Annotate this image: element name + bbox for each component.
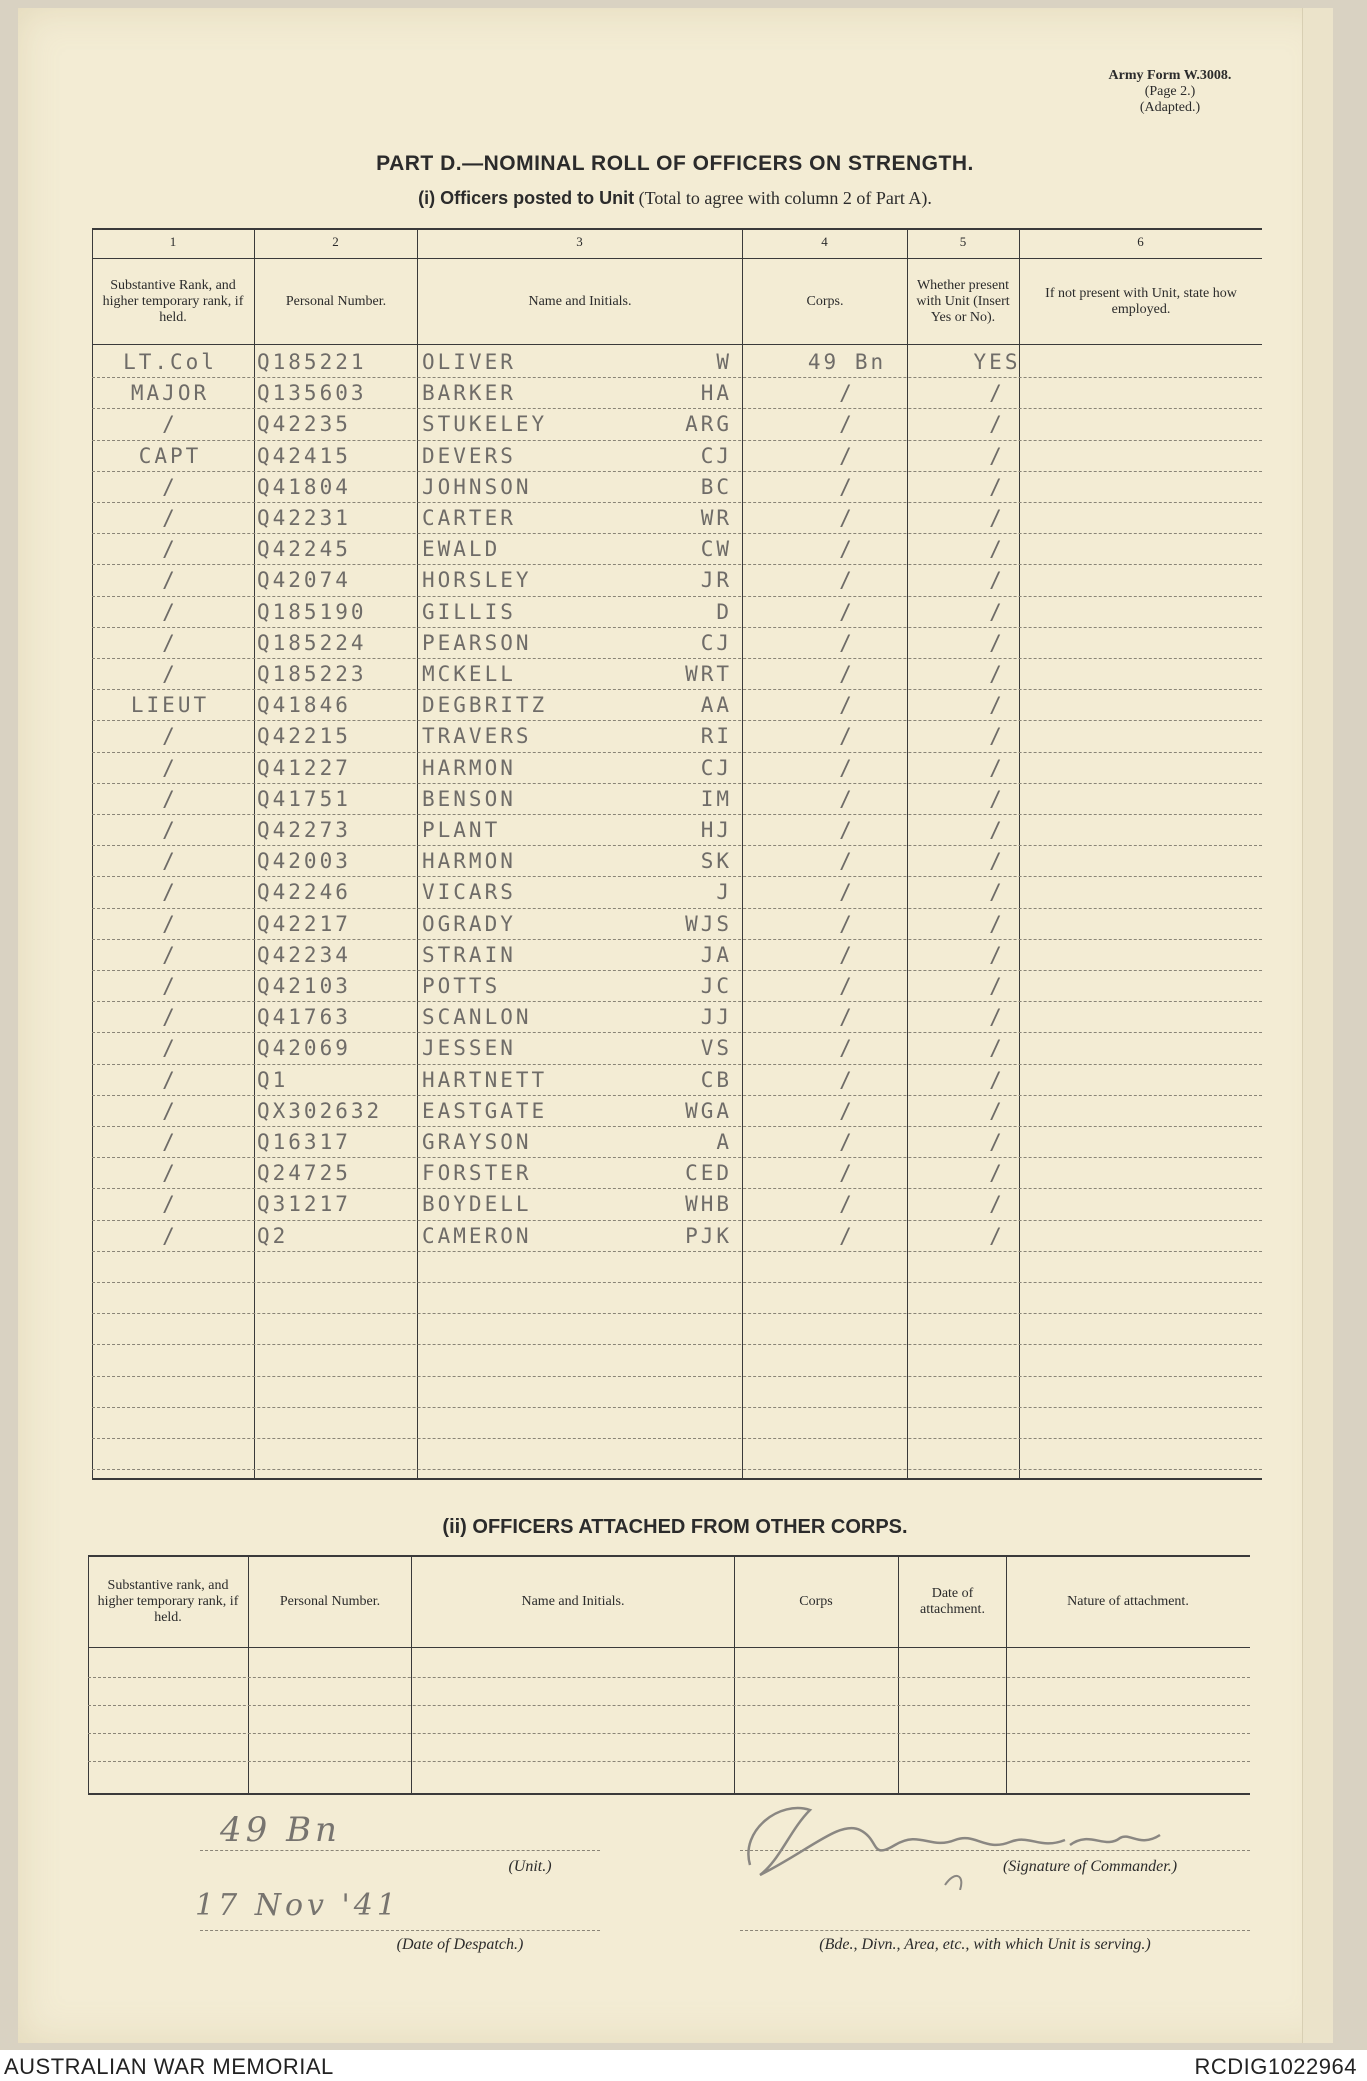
present-cell: / [989, 1067, 1005, 1092]
initials-cell: VS [700, 1036, 732, 1061]
col-number-3: 3 [576, 234, 583, 249]
t2-header-corps: Corps [799, 1594, 833, 1609]
table-row [92, 566, 1262, 597]
personal-number-cell: Q2 [257, 1223, 289, 1248]
rank-cell: / [162, 412, 178, 437]
rank-cell: / [162, 1223, 178, 1248]
corps-cell: / [839, 911, 855, 936]
personal-number-cell: Q42231 [257, 506, 351, 530]
table-row [92, 1159, 1262, 1190]
name-cell: GILLIS [422, 599, 516, 624]
name-cell: MCKELL [422, 662, 516, 686]
subheading-rest: (Total to agree with column 2 of Part A). [638, 188, 932, 208]
rank-cell: / [162, 1067, 178, 1092]
corps-cell: / [839, 1005, 855, 1030]
part-d-subheading [100, 188, 1250, 209]
t2-col-divider-2 [411, 1555, 412, 1793]
initials-cell: CW [700, 537, 732, 562]
rank-cell: / [162, 474, 178, 499]
present-cell: / [989, 506, 1005, 530]
personal-number-cell: Q42235 [257, 412, 351, 437]
corps-cell: 49 Bn [807, 350, 887, 374]
present-cell: / [989, 568, 1005, 593]
table-row [92, 629, 1262, 660]
table-row [92, 1128, 1262, 1159]
corps-cell: / [839, 1130, 855, 1154]
table-row [92, 878, 1262, 909]
row-rule [92, 1438, 1262, 1439]
t2-col-divider-5 [1006, 1555, 1007, 1793]
initials-cell: ARG [685, 412, 732, 437]
present-cell: / [989, 443, 1005, 468]
date-label: (Date of Despatch.) [396, 1936, 524, 1953]
table-row [92, 1066, 1262, 1097]
name-cell: OLIVER [422, 350, 516, 374]
table-row [92, 847, 1262, 878]
table-row [92, 410, 1262, 441]
corps-cell: / [839, 506, 855, 530]
t2-header-personal-number: Personal Number. [279, 1594, 381, 1609]
rank-cell: LIEUT [130, 693, 210, 718]
present-cell: / [989, 911, 1005, 936]
header-name: Name and Initials. [528, 294, 632, 309]
table-row [92, 598, 1262, 629]
corps-cell: / [839, 537, 855, 562]
row-rule [92, 1376, 1262, 1377]
rank-cell: / [162, 942, 178, 967]
name-cell: STRAIN [422, 942, 516, 967]
name-cell: JESSEN [422, 1036, 516, 1061]
table-row [92, 754, 1262, 785]
present-cell: / [989, 474, 1005, 499]
personal-number-cell: Q41751 [257, 786, 351, 811]
col-number-4: 4 [821, 234, 828, 249]
t2-col-divider-4 [898, 1555, 899, 1793]
name-cell: HARTNETT [422, 1067, 548, 1092]
name-cell: HARMON [422, 849, 516, 874]
personal-number-cell: Q185190 [257, 599, 367, 624]
name-cell: CARTER [422, 506, 516, 530]
personal-number-cell: Q41846 [257, 693, 351, 718]
rank-cell: / [162, 1192, 178, 1217]
corps-cell: / [839, 849, 855, 874]
initials-cell: HJ [700, 818, 732, 842]
corps-cell: / [839, 662, 855, 686]
t2-header-name: Name and Initials. [521, 1594, 625, 1609]
rank-cell: / [162, 880, 178, 905]
initials-cell: WGA [685, 1098, 732, 1123]
initials-cell: JC [700, 974, 732, 998]
corps-cell: / [839, 381, 855, 406]
initials-cell: JJ [700, 1005, 732, 1030]
col-number-2: 2 [332, 234, 339, 249]
col-number-1: 1 [169, 234, 177, 249]
header-present: Whether present with Unit (Insert Yes or No). [916, 278, 1010, 325]
corps-cell: / [839, 443, 855, 468]
unit-handwritten: 49 Bn [220, 1810, 341, 1850]
name-cell: PLANT [422, 818, 501, 842]
corps-cell: / [839, 1036, 855, 1061]
t2-row-rule [88, 1733, 1250, 1734]
name-cell: BENSON [422, 786, 516, 811]
table-row [92, 535, 1262, 566]
table-row [92, 1097, 1262, 1128]
corps-cell: / [839, 568, 855, 593]
rank-cell: / [162, 786, 178, 811]
date-handwritten: 17 Nov '41 [195, 1888, 400, 1923]
table-row [92, 379, 1262, 410]
rank-cell: / [162, 849, 178, 874]
table-top-rule [92, 228, 1262, 230]
present-cell: / [989, 880, 1005, 905]
table-row [92, 816, 1262, 847]
personal-number-cell: Q185221 [257, 350, 367, 374]
rank-cell: / [162, 1036, 178, 1061]
rank-cell: / [162, 662, 178, 686]
commander-label: (Signature of Commander.) [1002, 1858, 1178, 1875]
table-row [92, 1190, 1262, 1221]
t2-header-date: Date of attachment. [920, 1586, 985, 1617]
corps-cell: / [839, 1161, 855, 1186]
form-title: Army Form W.3008. [1108, 68, 1232, 83]
table-row [92, 722, 1262, 753]
formation-line [740, 1930, 1250, 1931]
initials-cell: WRT [685, 662, 732, 686]
initials-cell: WHB [685, 1192, 732, 1217]
corps-cell: / [839, 474, 855, 499]
form-page: (Page 2.) [1144, 84, 1196, 99]
corps-cell: / [839, 786, 855, 811]
name-cell: OGRADY [422, 911, 516, 936]
present-cell: / [989, 849, 1005, 874]
personal-number-cell: Q41804 [257, 474, 351, 499]
corps-cell: / [839, 1067, 855, 1092]
header-personal-number: Personal Number. [285, 294, 387, 309]
rank-cell: / [162, 911, 178, 936]
rank-cell: / [162, 818, 178, 842]
corps-cell: / [839, 724, 855, 749]
officers-posted-table [92, 228, 1262, 1480]
initials-cell: CB [700, 1067, 732, 1092]
personal-number-cell: Q42074 [257, 568, 351, 593]
rank-cell: / [162, 755, 178, 780]
t2-row-rule [88, 1761, 1250, 1762]
name-cell: GRAYSON [422, 1130, 532, 1154]
personal-number-cell: Q41227 [257, 755, 351, 780]
corps-cell: / [839, 599, 855, 624]
table-row [92, 941, 1262, 972]
table-row [92, 785, 1262, 816]
part-d-heading: PART D.—NOMINAL ROLL OF OFFICERS ON STRENGTH. [376, 152, 974, 175]
table2-header-rule [88, 1647, 1250, 1648]
table-row [92, 1222, 1262, 1253]
table-row [92, 1003, 1262, 1034]
personal-number-cell: Q42415 [257, 443, 351, 468]
corps-cell: / [839, 1192, 855, 1217]
rank-cell: CAPT [138, 443, 202, 468]
t2-col-divider-3 [734, 1555, 735, 1793]
table-row [92, 348, 1262, 379]
initials-cell: BC [700, 474, 732, 499]
table-row [92, 1034, 1262, 1065]
table-row [92, 660, 1262, 691]
name-cell: HARMON [422, 755, 516, 780]
present-cell: / [989, 693, 1005, 718]
rank-cell: / [162, 599, 178, 624]
t2-row-rule [88, 1677, 1250, 1678]
corps-cell: / [839, 880, 855, 905]
header-rank: Substantive Rank, and higher temporary rank, if held. [102, 278, 244, 325]
initials-cell: WJS [685, 911, 732, 936]
archive-id: RCDIG1022964 [1194, 2054, 1357, 2079]
personal-number-cell: Q41763 [257, 1005, 351, 1030]
present-cell: / [989, 755, 1005, 780]
row-rule [92, 1407, 1262, 1408]
unit-line [200, 1850, 600, 1851]
personal-number-cell: Q42273 [257, 818, 351, 842]
present-cell: / [989, 1130, 1005, 1154]
personal-number-cell: Q185223 [257, 662, 367, 686]
rank-cell: LT.Col [123, 350, 217, 374]
rank-cell: / [162, 1098, 178, 1123]
initials-cell: W [716, 350, 732, 374]
initials-cell: WR [700, 506, 732, 530]
table-row [92, 473, 1262, 504]
personal-number-cell: Q42234 [257, 942, 351, 967]
subheading-bold: (i) Officers posted to Unit [418, 188, 635, 208]
name-cell: PEARSON [422, 630, 532, 655]
unit-label: (Unit.) [508, 1858, 552, 1875]
present-cell: / [989, 1098, 1005, 1123]
column-number-rule [92, 258, 1262, 259]
form-identifier [1070, 68, 1270, 116]
row-rule [92, 1282, 1262, 1283]
corps-cell: / [839, 630, 855, 655]
t2-row-rule [88, 1705, 1250, 1706]
t2-col-divider-0 [88, 1555, 89, 1793]
t2-col-divider-1 [248, 1555, 249, 1793]
present-cell: / [989, 537, 1005, 562]
present-cell: / [989, 1223, 1005, 1248]
name-cell: STUKELEY [422, 412, 548, 437]
rank-cell: / [162, 974, 178, 998]
initials-cell: CJ [700, 443, 732, 468]
present-cell: YES [973, 350, 1021, 374]
name-cell: JOHNSON [422, 474, 532, 499]
header-corps: Corps. [806, 294, 844, 309]
row-rule [92, 1313, 1262, 1314]
sheet-edge [1302, 8, 1333, 2043]
personal-number-cell: QX302632 [257, 1098, 383, 1123]
present-cell: / [989, 381, 1005, 406]
rank-cell: / [162, 506, 178, 530]
name-cell: EWALD [422, 537, 501, 562]
present-cell: / [989, 1005, 1005, 1030]
rank-cell: / [162, 630, 178, 655]
table-bottom-rule [92, 1478, 1262, 1480]
present-cell: / [989, 974, 1005, 998]
rank-cell: / [162, 568, 178, 593]
personal-number-cell: Q16317 [257, 1130, 351, 1154]
name-cell: VICARS [422, 880, 516, 905]
present-cell: / [989, 1192, 1005, 1217]
row-rule [92, 1344, 1262, 1345]
present-cell: / [989, 412, 1005, 437]
table2-top-rule [88, 1555, 1250, 1557]
name-cell: DEVERS [422, 443, 516, 468]
t2-header-nature: Nature of attachment. [1067, 1594, 1189, 1609]
row-rule [92, 1469, 1262, 1470]
personal-number-cell: Q135603 [257, 381, 367, 406]
name-cell: HORSLEY [422, 568, 532, 593]
personal-number-cell: Q24725 [257, 1161, 351, 1186]
personal-number-cell: Q42103 [257, 974, 351, 998]
personal-number-cell: Q1 [257, 1067, 289, 1092]
present-cell: / [989, 662, 1005, 686]
rank-cell: / [162, 537, 178, 562]
officers-attached-table [88, 1555, 1250, 1795]
present-cell: / [989, 786, 1005, 811]
initials-cell: JR [700, 568, 732, 593]
corps-cell: / [839, 755, 855, 780]
initials-cell: PJK [685, 1223, 732, 1248]
table-row [92, 972, 1262, 1003]
col-number-5: 5 [959, 234, 967, 249]
table-row [92, 442, 1262, 473]
name-cell: TRAVERS [422, 724, 532, 749]
rank-cell: / [162, 724, 178, 749]
initials-cell: SK [700, 849, 732, 874]
header-employed: If not present with Unit, state how employed. [1045, 286, 1237, 317]
t2-header-rank: Substantive rank, and higher temporary rank, if held. [97, 1578, 239, 1625]
corps-cell: / [839, 974, 855, 998]
col-number-6: 6 [1137, 234, 1144, 249]
personal-number-cell: Q42215 [257, 724, 351, 749]
table-row [92, 691, 1262, 722]
name-cell: DEGBRITZ [422, 693, 548, 718]
present-cell: / [989, 818, 1005, 842]
personal-number-cell: Q185224 [257, 630, 367, 655]
rank-cell: / [162, 1005, 178, 1030]
corps-cell: / [839, 693, 855, 718]
personal-number-cell: Q42069 [257, 1036, 351, 1061]
initials-cell: RI [700, 724, 732, 749]
table-row [92, 910, 1262, 941]
header-bottom-rule [92, 344, 1262, 345]
initials-cell: D [716, 599, 732, 624]
personal-number-cell: Q42246 [257, 880, 351, 905]
initials-cell: HA [700, 381, 732, 406]
table-row [92, 504, 1262, 535]
initials-cell: J [716, 880, 732, 905]
initials-cell: AA [700, 693, 732, 718]
date-line [200, 1930, 600, 1931]
name-cell: POTTS [422, 974, 501, 998]
name-cell: CAMERON [422, 1223, 532, 1248]
corps-cell: / [839, 1223, 855, 1248]
rank-cell: / [162, 1161, 178, 1186]
initials-cell: IM [700, 786, 732, 811]
corps-cell: / [839, 412, 855, 437]
initials-cell: CED [685, 1161, 732, 1186]
initials-cell: A [716, 1130, 732, 1154]
personal-number-cell: Q42217 [257, 911, 351, 936]
part-ii-heading: (ii) OFFICERS ATTACHED FROM OTHER CORPS. [442, 1516, 908, 1538]
present-cell: / [989, 1036, 1005, 1061]
name-cell: BOYDELL [422, 1192, 532, 1217]
name-cell: FORSTER [422, 1161, 532, 1186]
present-cell: / [989, 599, 1005, 624]
present-cell: / [989, 1161, 1005, 1186]
form-note: (Adapted.) [1139, 100, 1201, 115]
present-cell: / [989, 630, 1005, 655]
corps-cell: / [839, 942, 855, 967]
rank-cell: / [162, 1130, 178, 1154]
personal-number-cell: Q42245 [257, 537, 351, 562]
name-cell: SCANLON [422, 1005, 532, 1030]
initials-cell: CJ [700, 630, 732, 655]
name-cell: EASTGATE [422, 1098, 548, 1123]
corps-cell: / [839, 818, 855, 842]
archive-name: AUSTRALIAN WAR MEMORIAL [4, 2054, 334, 2079]
initials-cell: CJ [700, 755, 732, 780]
present-cell: / [989, 942, 1005, 967]
initials-cell: JA [700, 942, 732, 967]
personal-number-cell: Q42003 [257, 849, 351, 874]
formation-label: (Bde., Divn., Area, etc., with which Unit is serving.) [819, 1936, 1151, 1953]
corps-cell: / [839, 1098, 855, 1123]
archive-footer [0, 2050, 1367, 2081]
rank-cell: MAJOR [130, 381, 210, 406]
personal-number-cell: Q31217 [257, 1192, 351, 1217]
present-cell: / [989, 724, 1005, 749]
name-cell: BARKER [422, 381, 516, 406]
